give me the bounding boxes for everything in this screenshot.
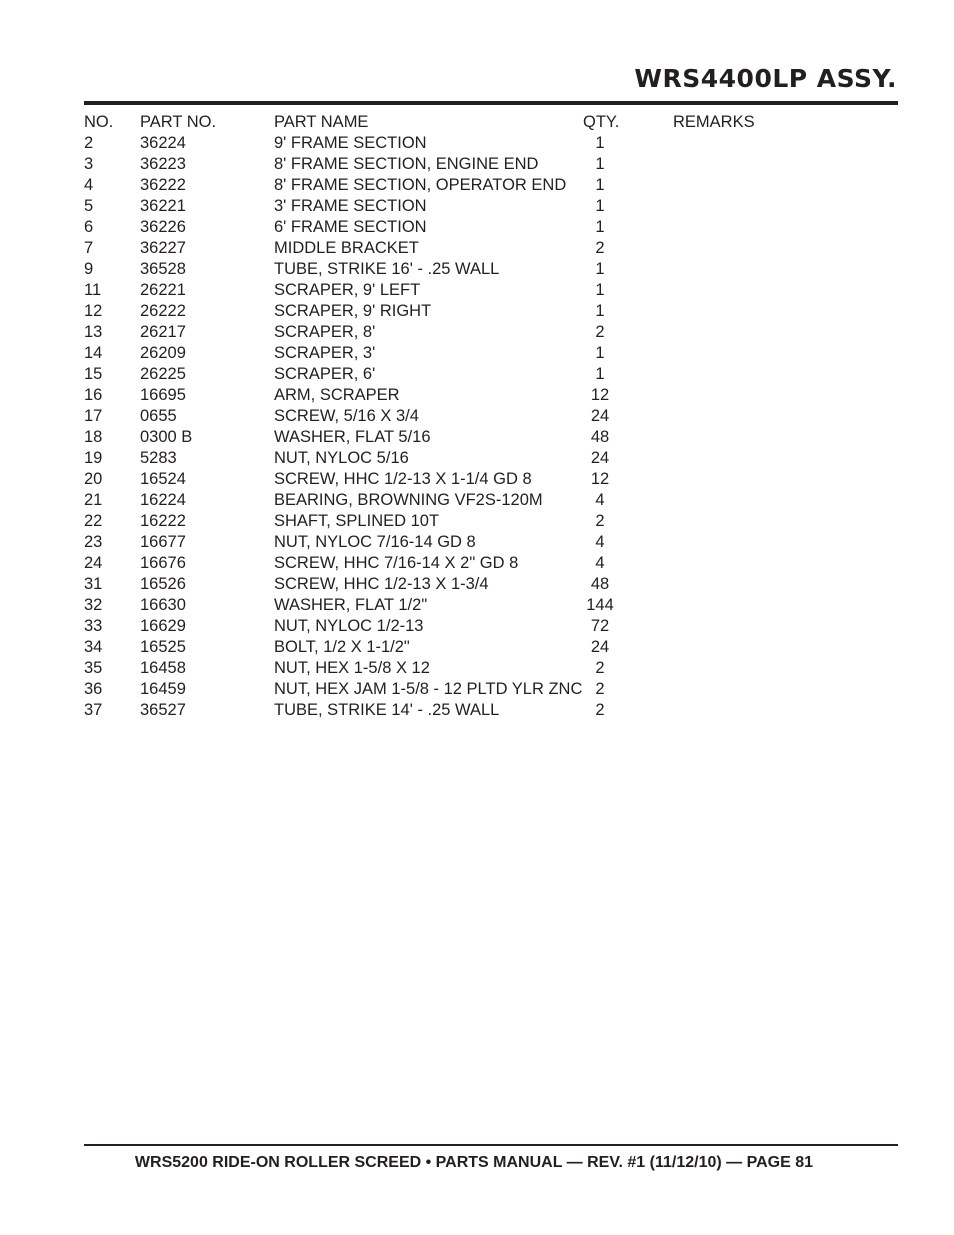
table-row [84, 259, 784, 280]
table-row [84, 616, 784, 637]
table-row [84, 658, 784, 679]
cell-no: 18 [84, 428, 103, 446]
page-title: WRS4400LP ASSY. [634, 64, 897, 93]
cell-part-no: 16459 [140, 680, 186, 698]
cell-qty: 24 [590, 407, 610, 425]
cell-no: 32 [84, 596, 103, 614]
cell-qty: 1 [595, 365, 605, 383]
cell-qty: 2 [595, 701, 605, 719]
cell-part-name: SHAFT, SPLINED 10T [274, 512, 440, 530]
cell-part-no: 16630 [140, 596, 186, 614]
table-row [84, 196, 784, 217]
cell-part-name: SCREW, 5/16 X 3/4 [274, 407, 419, 425]
cell-qty: 4 [595, 491, 605, 509]
cell-part-name: SCRAPER, 9' LEFT [274, 281, 421, 299]
table-row [84, 595, 784, 616]
cell-part-no: 16526 [140, 575, 186, 593]
cell-qty: 4 [595, 554, 605, 572]
cell-part-name: BEARING, BROWNING VF2S-120M [274, 491, 543, 509]
cell-no: 15 [84, 365, 103, 383]
cell-part-no: 26222 [140, 302, 186, 320]
cell-qty: 1 [595, 155, 605, 173]
cell-part-name: NUT, HEX 1-5/8 X 12 [274, 659, 430, 677]
cell-part-name: BOLT, 1/2 X 1-1/2" [274, 638, 410, 656]
table-row [84, 280, 784, 301]
cell-part-name: 9' FRAME SECTION [274, 134, 427, 152]
footer-divider [84, 1144, 898, 1146]
cell-qty: 72 [590, 617, 610, 635]
parts-table [84, 112, 784, 721]
table-row [84, 532, 784, 553]
table-row [84, 511, 784, 532]
header-part-name: PART NAME [274, 113, 369, 131]
cell-part-name: SCRAPER, 8' [274, 323, 376, 341]
cell-part-name: NUT, NYLOC 1/2-13 [274, 617, 424, 635]
cell-part-name: SCRAPER, 6' [274, 365, 376, 383]
cell-qty: 24 [590, 638, 610, 656]
table-body [84, 133, 784, 721]
cell-no: 17 [84, 407, 103, 425]
cell-qty: 1 [595, 260, 605, 278]
cell-part-no: 16695 [140, 386, 186, 404]
cell-part-name: 8' FRAME SECTION, OPERATOR END [274, 176, 567, 194]
cell-part-no: 26217 [140, 323, 186, 341]
cell-no: 24 [84, 554, 103, 572]
cell-part-name: NUT, NYLOC 5/16 [274, 449, 409, 467]
cell-part-no: 0300 B [140, 428, 193, 446]
table-row [84, 343, 784, 364]
cell-no: 2 [84, 134, 94, 152]
cell-qty: 1 [595, 302, 605, 320]
cell-part-no: 16525 [140, 638, 186, 656]
cell-part-no: 26209 [140, 344, 186, 362]
cell-part-no: 16224 [140, 491, 186, 509]
table-row [84, 679, 784, 700]
cell-qty: 24 [590, 449, 610, 467]
cell-qty: 2 [595, 323, 605, 341]
table-row [84, 301, 784, 322]
table-row [84, 364, 784, 385]
cell-qty: 1 [595, 344, 605, 362]
cell-part-no: 26225 [140, 365, 186, 383]
cell-part-no: 16222 [140, 512, 186, 530]
cell-part-no: 26221 [140, 281, 186, 299]
table-header-row [84, 112, 784, 133]
cell-no: 23 [84, 533, 103, 551]
cell-part-no: 36224 [140, 134, 186, 152]
cell-part-name: MIDDLE BRACKET [274, 239, 419, 257]
table-row [84, 322, 784, 343]
cell-qty: 4 [595, 533, 605, 551]
cell-part-no: 16676 [140, 554, 186, 572]
cell-no: 35 [84, 659, 103, 677]
table-row [84, 700, 784, 721]
cell-part-no: 36223 [140, 155, 186, 173]
cell-qty: 2 [595, 659, 605, 677]
cell-qty: 2 [595, 512, 605, 530]
cell-part-name: 6' FRAME SECTION [274, 218, 427, 236]
cell-qty: 1 [595, 176, 605, 194]
cell-qty: 1 [595, 218, 605, 236]
cell-no: 20 [84, 470, 103, 488]
cell-part-no: 36221 [140, 197, 186, 215]
table-row [84, 175, 784, 196]
cell-part-name: WASHER, FLAT 1/2" [274, 596, 428, 614]
table-row [84, 448, 784, 469]
cell-no: 33 [84, 617, 103, 635]
cell-part-name: WASHER, FLAT 5/16 [274, 428, 431, 446]
cell-part-no: 5283 [140, 449, 177, 467]
cell-qty: 12 [590, 470, 610, 488]
header-remarks: REMARKS [673, 113, 755, 131]
cell-no: 11 [84, 281, 102, 299]
cell-part-name: SCREW, HHC 7/16-14 X 2" GD 8 [274, 554, 519, 572]
cell-no: 37 [84, 701, 103, 719]
table-row [84, 406, 784, 427]
title-divider [84, 101, 898, 105]
cell-part-name: SCRAPER, 3' [274, 344, 376, 362]
table-row [84, 385, 784, 406]
cell-qty: 1 [595, 134, 605, 152]
cell-no: 21 [84, 491, 103, 509]
cell-qty: 1 [595, 197, 605, 215]
cell-no: 12 [84, 302, 103, 320]
cell-part-no: 36222 [140, 176, 186, 194]
cell-no: 4 [84, 176, 94, 194]
cell-part-name: NUT, HEX JAM 1-5/8 - 12 PLTD YLR ZNC [274, 680, 583, 698]
header-no: NO. [84, 113, 114, 131]
table-row [84, 133, 784, 154]
cell-no: 7 [84, 239, 94, 257]
cell-part-no: 36527 [140, 701, 186, 719]
table-row [84, 469, 784, 490]
cell-part-name: ARM, SCRAPER [274, 386, 400, 404]
header-part-no: PART NO. [140, 113, 217, 131]
cell-no: 5 [84, 197, 94, 215]
cell-no: 19 [84, 449, 103, 467]
cell-part-no: 16524 [140, 470, 186, 488]
cell-part-no: 0655 [140, 407, 177, 425]
header-qty: QTY. [583, 113, 620, 131]
cell-part-no: 36528 [140, 260, 186, 278]
cell-no: 36 [84, 680, 103, 698]
cell-no: 31 [84, 575, 103, 593]
cell-qty: 12 [590, 386, 610, 404]
table-row [84, 490, 784, 511]
cell-part-no: 36227 [140, 239, 186, 257]
cell-part-name: 8' FRAME SECTION, ENGINE END [274, 155, 539, 173]
table-row [84, 427, 784, 448]
table-row [84, 154, 784, 175]
cell-part-name: NUT, NYLOC 7/16-14 GD 8 [274, 533, 476, 551]
cell-part-name: 3' FRAME SECTION [274, 197, 427, 215]
cell-qty: 2 [595, 239, 605, 257]
cell-part-no: 16458 [140, 659, 186, 677]
table-row [84, 238, 784, 259]
cell-no: 3 [84, 155, 94, 173]
table-row [84, 217, 784, 238]
cell-part-no: 16629 [140, 617, 186, 635]
cell-part-no: 16677 [140, 533, 186, 551]
cell-no: 16 [84, 386, 103, 404]
cell-part-name: SCREW, HHC 1/2-13 X 1-1/4 GD 8 [274, 470, 532, 488]
cell-part-no: 36226 [140, 218, 186, 236]
cell-part-name: SCREW, HHC 1/2-13 X 1-3/4 [274, 575, 489, 593]
cell-no: 9 [84, 260, 94, 278]
cell-part-name: TUBE, STRIKE 14' - .25 WALL [274, 701, 500, 719]
cell-qty: 144 [586, 596, 614, 614]
cell-qty: 48 [590, 575, 610, 593]
cell-no: 13 [84, 323, 103, 341]
cell-qty: 48 [590, 428, 610, 446]
page-footer: WRS5200 RIDE-ON ROLLER SCREED • PARTS MANUAL — REV. #1 (11/12/10) — PAGE 81 [134, 1154, 813, 1171]
cell-part-name: SCRAPER, 9' RIGHT [274, 302, 432, 320]
cell-qty: 1 [595, 281, 605, 299]
cell-no: 6 [84, 218, 94, 236]
table-row [84, 574, 784, 595]
cell-qty: 2 [595, 680, 605, 698]
cell-no: 34 [84, 638, 103, 656]
table-row [84, 553, 784, 574]
cell-part-name: TUBE, STRIKE 16' - .25 WALL [274, 260, 500, 278]
cell-no: 22 [84, 512, 103, 530]
cell-no: 14 [84, 344, 103, 362]
table-row [84, 637, 784, 658]
